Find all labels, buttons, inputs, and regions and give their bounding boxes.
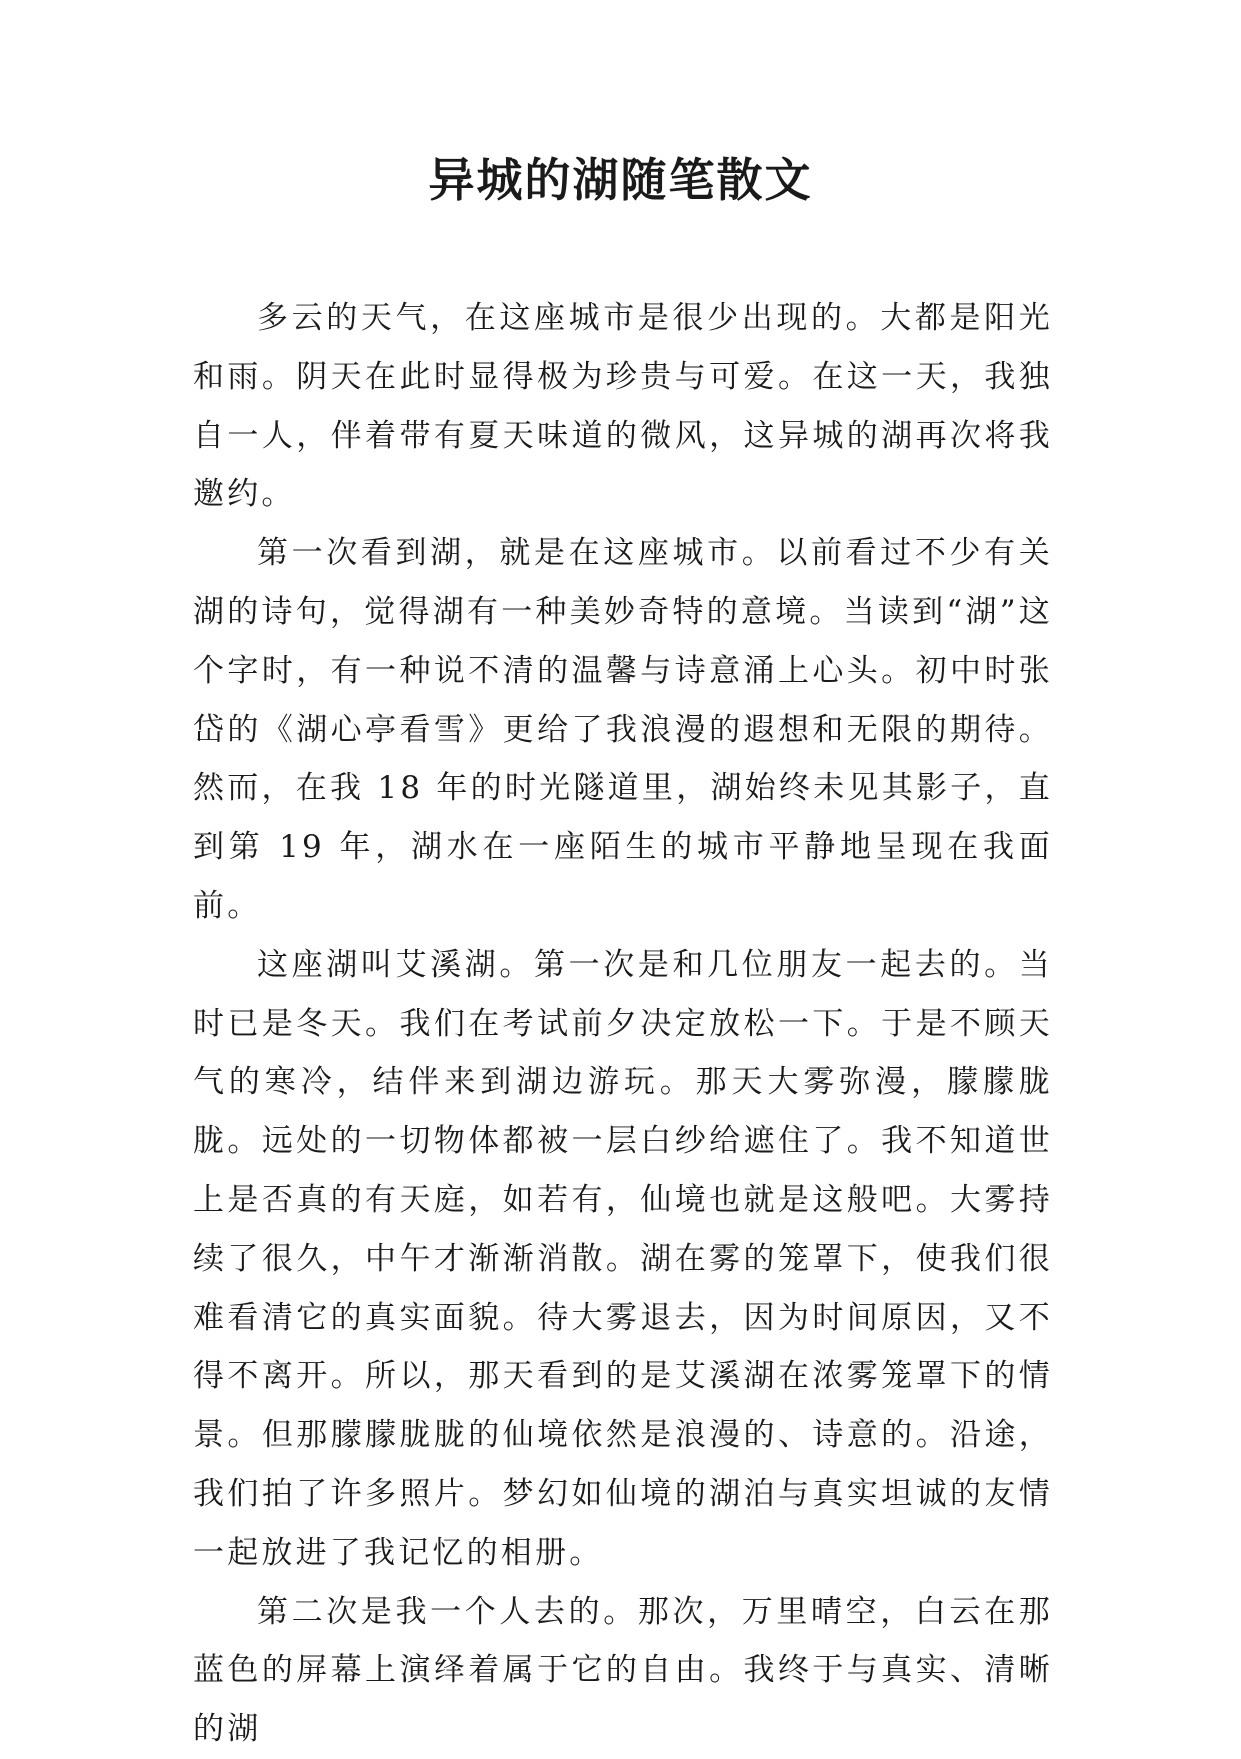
paragraph-3: 这座湖叫艾溪湖。第一次是和几位朋友一起去的。当时已是冬天。我们在考试前夕决定放松一下。于是不顾天气的寒冷，结伴来到湖边游玩。那天大雾弥漫，朦朦胧胧。远处的一切物体都被一层白纱给遮住了。我不知道世上是否真的有天庭，如若有，仙境也就是这般吧。大雾持续了很久，中午才渐渐消散。湖在雾的笼罩下，使我们很难看清它的真实面貌。待大雾退去，因为时间原因，又不得不离开。所以，那天看到的是艾溪湖在浓雾笼罩下的情景。但那朦朦胧胧的仙境依然是浪漫的、诗意的。沿途，我们拍了许多照片。梦幻如仙境的湖泊与真实坦诚的友情一起放进了我记忆的相册。 [193, 946, 1053, 1571]
paragraph-2: 第一次看到湖，就是在这座城市。以前看过不少有关湖的诗句，觉得湖有一种美妙奇特的意境。当读到“湖”这个字时，有一种说不清的温馨与诗意涌上心头。初中时张岱的《湖心亭看雪》更给了我浪漫的遐想和无限的期待。然而，在我 18 年的时光隧道里，湖始终未见其影子，直到第 19 年，湖水在一座陌生的城市平静地呈现在我面前。 [193, 535, 1053, 924]
paragraph-4: 第二次是我一个人去的。那次，万里晴空，白云在那蓝色的屏幕上演绎着属于它的自由。我终于与真实、清晰的湖 [193, 1593, 1053, 1748]
paragraph-1: 多云的天气，在这座城市是很少出现的。大都是阳光和雨。阴天在此时显得极为珍贵与可爱。在这一天，我独自一人，伴着带有夏天味道的微风，这异城的湖再次将我邀约。 [193, 300, 1053, 513]
document-body [193, 289, 1053, 1759]
document-title: 异城的湖随笔散文 [428, 153, 813, 207]
